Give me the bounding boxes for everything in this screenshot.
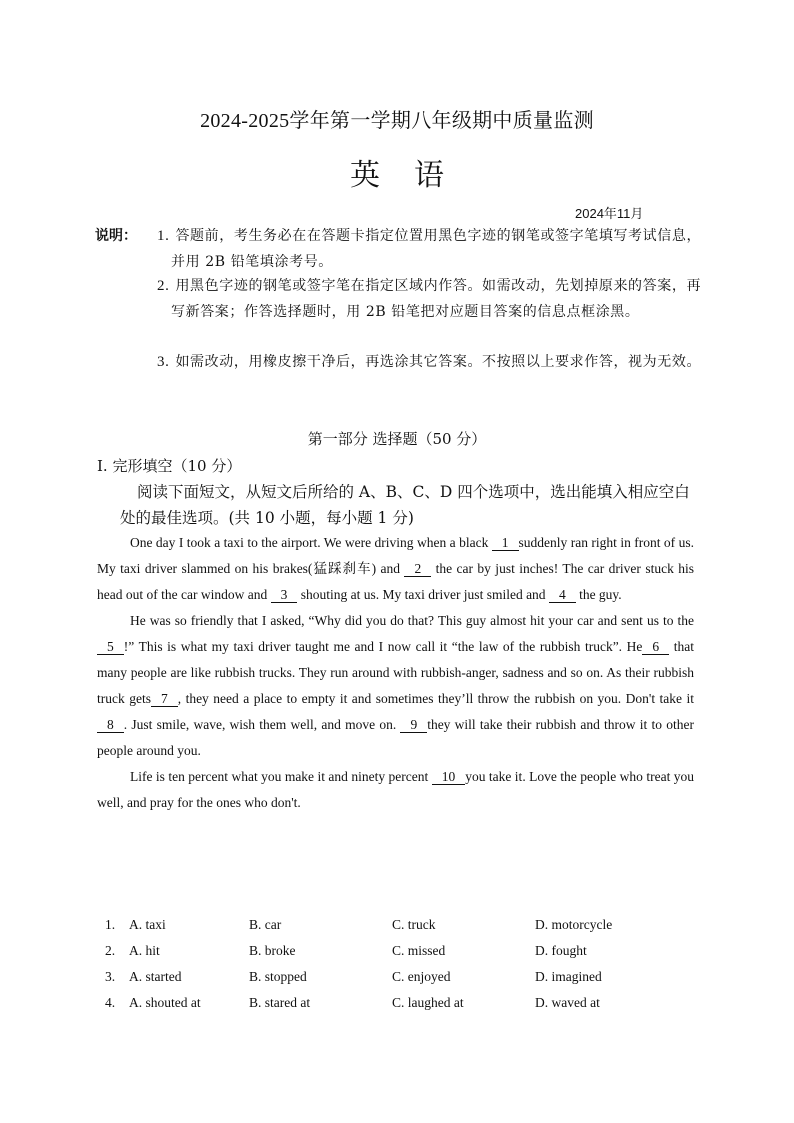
cloze-passage xyxy=(97,530,694,816)
option-c: C. truck xyxy=(392,917,436,932)
instruction-item xyxy=(157,223,706,275)
blank-1: 1 xyxy=(492,535,519,551)
option-d: D. imagined xyxy=(535,969,602,984)
question-number: 3. xyxy=(105,969,116,984)
subject-title: 英语 xyxy=(350,159,478,192)
answer-options xyxy=(105,917,705,1021)
instruction-text: 如需改动，用橡皮擦干净后，再选涂其它答案。不按照以上要求作答，视为无效。 xyxy=(175,354,702,370)
blank-3: 3 xyxy=(271,587,298,603)
instruction-number: 2. xyxy=(157,278,170,294)
option-c: C. missed xyxy=(392,943,446,958)
option-a: A. taxi xyxy=(129,917,166,932)
passage-text: that many people are like rubbish trucks. They run around with rubbish-anger, sadness and so on. As their rubbish truck gets xyxy=(97,639,694,706)
instructions-label: 说明： xyxy=(95,228,137,244)
question-options-row xyxy=(105,995,705,1021)
option-a: A. shouted at xyxy=(129,995,201,1010)
instruction-item xyxy=(157,273,706,325)
passage-text: shouting at us. My taxi driver just smiled and xyxy=(297,587,549,602)
question-options-row xyxy=(105,969,705,995)
option-a: A. hit xyxy=(129,943,160,958)
option-d: D. fought xyxy=(535,943,587,958)
exam-title: 2024-2025学年第一学期八年级期中质量监测 xyxy=(200,110,594,132)
question-number: 2. xyxy=(105,943,116,958)
question-number: 4. xyxy=(105,995,116,1010)
instruction-number: 3. xyxy=(157,354,170,370)
passage-paragraph xyxy=(97,608,694,764)
passage-text: . Just smile, wave, wish them well, and move on. xyxy=(123,717,401,732)
blank-6: 6 xyxy=(642,639,669,655)
passage-text: they will take their rubbish and throw it to other people around you. xyxy=(97,717,694,758)
blank-2: 2 xyxy=(404,561,431,577)
question-number: 1. xyxy=(105,917,116,932)
option-a: A. started xyxy=(129,969,182,984)
passage-text: you take it. Love the people who treat you well, and pray for the ones who don't. xyxy=(97,769,695,810)
section-instruction: 阅读下面短文，从短文后所给的 A、B、C、D 四个选项中，选出能填入相应空白处的最佳选项。(共 10 小题，每小题 1 分) xyxy=(120,483,690,527)
blank-9: 9 xyxy=(400,717,427,733)
option-c: C. laughed at xyxy=(392,995,464,1010)
passage-text: One day I took a taxi to the airport. We were driving when a black xyxy=(130,535,492,550)
blank-5: 5 xyxy=(97,639,124,655)
passage-text: the guy. xyxy=(575,587,622,602)
option-b: B. stared at xyxy=(249,995,311,1010)
option-b: B. stopped xyxy=(249,969,307,984)
passage-text: He was so friendly that I asked, “Why did you do that? This guy almost hit your car and sent us to the xyxy=(130,613,694,628)
exam-date: 2024年11月 xyxy=(575,206,644,221)
passage-text: , they need a place to empty it and sometimes they’ll throw the rubbish on you. Don't take it xyxy=(177,691,694,706)
instruction-text: 用黑色字迹的钢笔或签字笔在指定区域内作答。如需改动，先划掉原来的答案，再写新答案；作答选择题时，用 2B 铅笔把对应题目答案的信息点框涂黑。 xyxy=(171,278,702,320)
passage-text: suddenly ran right in front of us. My taxi driver slammed on his brakes(猛踩刹车) and xyxy=(97,535,694,576)
part-title: 第一部分 选择题（50 分） xyxy=(307,430,487,448)
section-title: I. 完形填空（10 分） xyxy=(97,457,242,475)
blank-7: 7 xyxy=(151,691,178,707)
instruction-text: 答题前，考生务必在在答题卡指定位置用黑色字迹的钢笔或签字笔填写考试信息，并用 2B 铅笔填涂考号。 xyxy=(171,228,702,270)
passage-paragraph xyxy=(97,764,694,816)
question-options-row xyxy=(105,943,705,969)
option-b: B. car xyxy=(249,917,282,932)
instruction-number: 1. xyxy=(157,228,170,244)
blank-10: 10 xyxy=(432,769,466,785)
option-c: C. enjoyed xyxy=(392,969,451,984)
passage-text: the car by just inches! The car driver stuck his head out of the car window and xyxy=(97,561,694,602)
blank-4: 4 xyxy=(549,587,576,603)
instruction-item xyxy=(157,349,706,375)
passage-paragraph xyxy=(97,530,694,608)
passage-text: !” This is what my taxi driver taught me and I now call it “the law of the rubbish truck”. He xyxy=(123,639,643,654)
question-options-row xyxy=(105,917,705,943)
option-d: D. motorcycle xyxy=(535,917,613,932)
option-b: B. broke xyxy=(249,943,296,958)
passage-text: Life is ten percent what you make it and ninety percent xyxy=(130,769,432,784)
blank-8: 8 xyxy=(97,717,124,733)
option-d: D. waved at xyxy=(535,995,600,1010)
